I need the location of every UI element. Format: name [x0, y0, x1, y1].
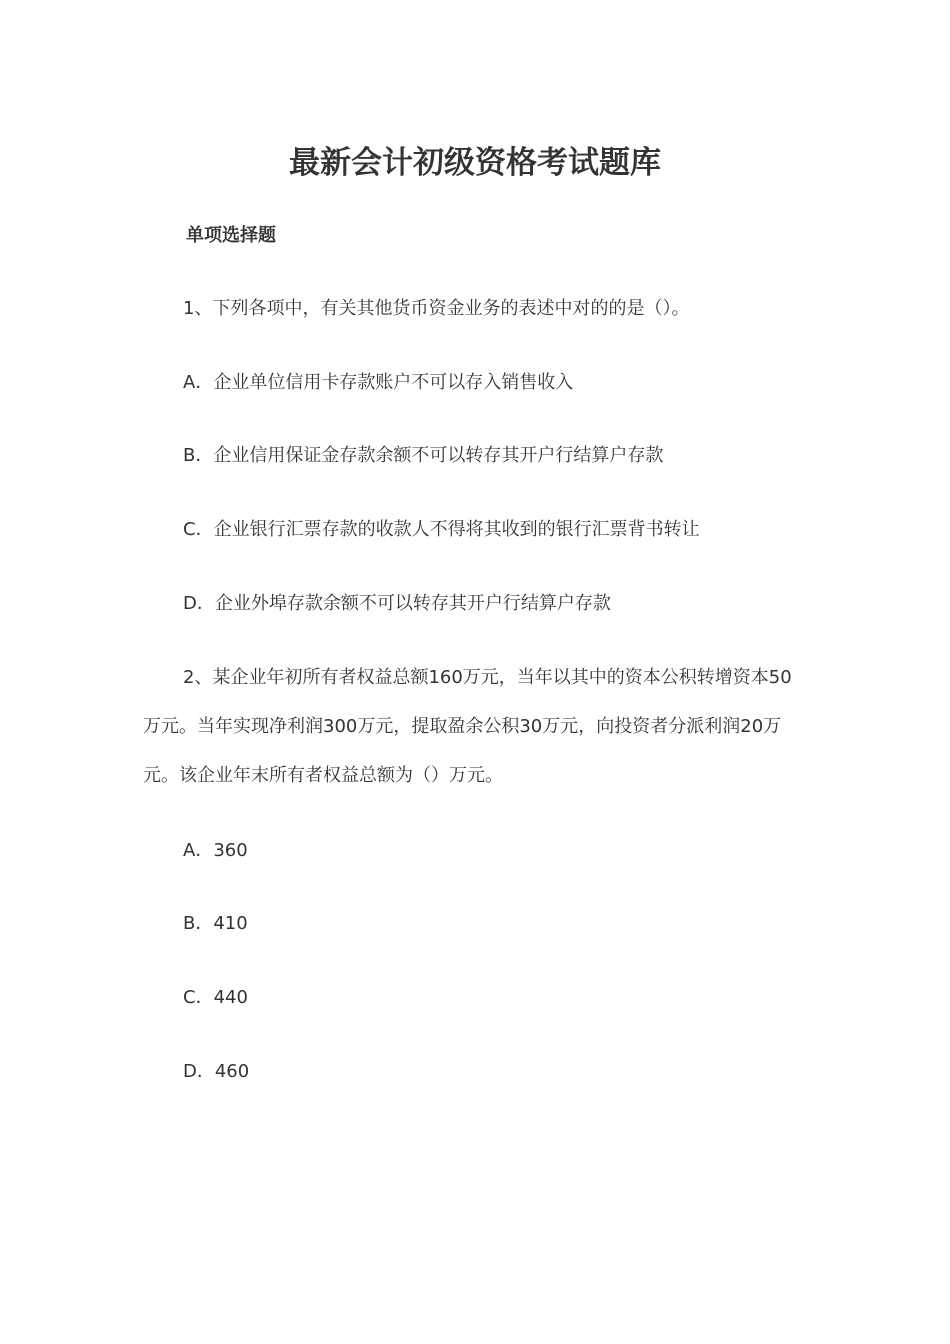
question-2-option-a: A．360	[183, 840, 248, 861]
question-2-option-d: D．460	[183, 1061, 250, 1082]
question-1-option-d: D．企业外埠存款余额不可以转存其开户行结算户存款	[183, 593, 611, 614]
section-heading: 单项选择题	[186, 225, 276, 246]
question-2-option-b: B．410	[183, 913, 248, 934]
question-2-option-c: C．440	[183, 987, 248, 1008]
document-title: 最新会计初级资格考试题库	[289, 145, 661, 181]
question-1-stem: 1、下列各项中，有关其他货币资金业务的表述中对的的是（）。	[183, 298, 690, 319]
question-1-option-b: B．企业信用保证金存款余额不可以转存其开户行结算户存款	[183, 445, 664, 466]
question-1-option-a: A．企业单位信用卡存款账户不可以存入销售收入	[183, 372, 574, 393]
question-2-stem: 2、某企业年初所有者权益总额160万元，当年以其中的资本公积转增资本50万元。当年实现净利润300万元，提取盈余公积30万元，向投资者分派利润20万元。该企业年末所有者权益总额为（）万元。	[143, 667, 792, 786]
question-1-option-c: C．企业银行汇票存款的收款人不得将其收到的银行汇票背书转让	[183, 519, 700, 540]
